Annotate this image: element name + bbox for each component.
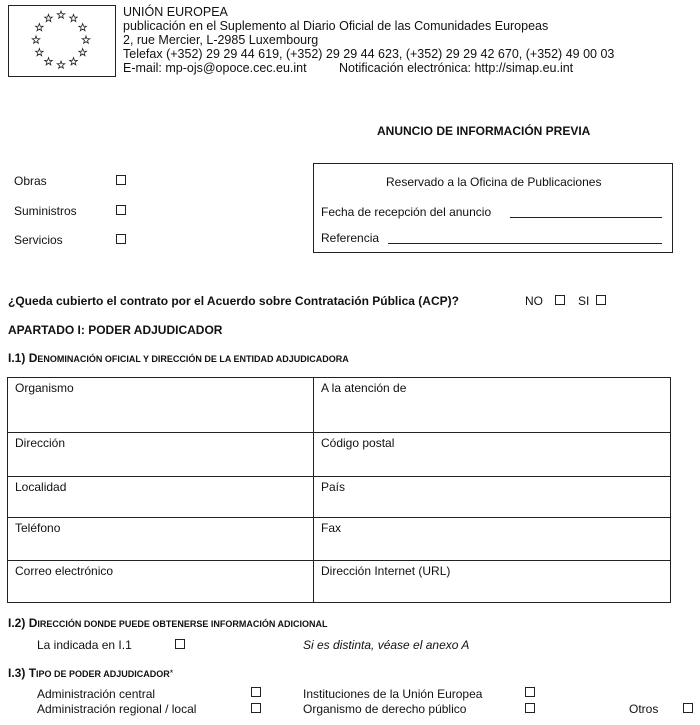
table-cell-organismo[interactable]	[8, 378, 314, 433]
contract-type-obras-label: Obras	[14, 174, 47, 188]
i2-number: I.2)	[8, 616, 26, 630]
i3-option-otros-checkbox[interactable]	[683, 703, 693, 713]
i2-initial: D	[28, 616, 38, 630]
table-cell-pais[interactable]	[314, 477, 671, 518]
eu-stars-icon	[9, 6, 115, 76]
section-1-title: APARTADO I: PODER ADJUDICADOR	[8, 323, 223, 337]
star-icon	[45, 14, 53, 21]
i2-note: Si es distinta, véase el anexo A	[303, 638, 470, 652]
table-cell-fax[interactable]	[314, 518, 671, 561]
contract-type-servicios-label: Servicios	[14, 233, 63, 247]
star-icon	[36, 49, 44, 56]
i1-address-table	[7, 377, 671, 603]
cell-label: Organismo	[15, 381, 74, 395]
star-icon	[70, 58, 78, 65]
reception-date-field[interactable]	[510, 217, 662, 218]
star-icon	[36, 24, 44, 31]
star-icon	[32, 36, 40, 43]
reference-field[interactable]	[388, 243, 662, 244]
i1-initial: D	[28, 351, 38, 365]
contract-type-suministros-checkbox[interactable]	[116, 205, 126, 215]
i3-option-central-checkbox[interactable]	[251, 687, 261, 697]
i2-title: IRECCIÓN DONDE PUEDE OBTENERSE INFORMACIÓN ADICIONAL	[37, 619, 328, 629]
reserved-box	[313, 163, 673, 253]
cell-label: Localidad	[15, 480, 67, 494]
acp-no-checkbox[interactable]	[555, 295, 565, 305]
cell-label: País	[321, 480, 346, 494]
table-cell-codigo-postal[interactable]	[314, 433, 671, 477]
i2-option-checkbox[interactable]	[175, 639, 185, 649]
star-icon	[45, 58, 53, 65]
i3-initial: T	[28, 666, 37, 680]
cell-label: Teléfono	[15, 521, 61, 535]
table-cell-atencion[interactable]	[314, 378, 671, 433]
i3-option-public-law-label: Organismo de derecho público	[303, 702, 467, 716]
cell-label: Dirección Internet (URL)	[321, 564, 451, 578]
i3-star: *	[169, 668, 174, 678]
header-line-4-notification: Notificación electrónica: http://simap.eu.int	[339, 61, 574, 75]
acp-question: ¿Queda cubierto el contrato por el Acuerdo sobre Contratación Pública (ACP)?	[8, 294, 459, 308]
star-icon	[82, 36, 90, 43]
i2-option-label: La indicada en I.1	[37, 638, 132, 652]
i3-option-public-law-checkbox[interactable]	[525, 703, 535, 713]
table-cell-telefono[interactable]	[8, 518, 314, 561]
table-cell-url[interactable]	[314, 561, 671, 603]
i2-heading	[8, 616, 328, 631]
star-icon	[57, 61, 65, 68]
contract-type-servicios-checkbox[interactable]	[116, 234, 126, 244]
star-icon	[57, 11, 65, 18]
cell-label: Correo electrónico	[15, 564, 114, 578]
cell-label: Fax	[321, 521, 342, 535]
cell-label: Dirección	[15, 436, 66, 450]
contract-type-obras-checkbox[interactable]	[116, 175, 126, 185]
i3-title: IPO DE PODER ADJUDICADOR	[36, 669, 170, 679]
header-line-2: 2, rue Mercier, L-2985 Luxembourg	[123, 33, 319, 47]
i1-title: ENOMINACIÓN OFICIAL Y DIRECCIÓN DE LA ENTIDAD ADJUDICADORA	[37, 354, 349, 364]
i3-option-regional-label: Administración regional / local	[37, 702, 197, 716]
star-icon	[70, 14, 78, 21]
acp-si-checkbox[interactable]	[596, 295, 606, 305]
i3-option-central-label: Administración central	[37, 687, 156, 701]
i3-option-otros-label: Otros	[629, 702, 659, 716]
header-org-name: UNIÓN EUROPEA	[123, 5, 228, 19]
i3-option-eu-label: Instituciones de la Unión Europea	[303, 687, 483, 701]
table-cell-correo[interactable]	[8, 561, 314, 603]
header-line-3: Telefax (+352) 29 29 44 619, (+352) 29 29 44 623, (+352) 29 29 42 670, (+352) 49 00 03	[123, 47, 615, 61]
table-cell-direccion[interactable]	[8, 433, 314, 477]
cell-label: Código postal	[321, 436, 395, 450]
contract-type-suministros-label: Suministros	[14, 204, 77, 218]
i3-option-regional-checkbox[interactable]	[251, 703, 261, 713]
page-title: ANUNCIO DE INFORMACIÓN PREVIA	[377, 124, 591, 138]
header-line-1: publicación en el Suplemento al Diario Oficial de las Comunidades Europeas	[123, 19, 549, 33]
table-cell-localidad[interactable]	[8, 477, 314, 518]
reference-label: Referencia	[321, 231, 380, 245]
i1-heading	[8, 351, 349, 366]
reception-date-label: Fecha de recepción del anuncio	[321, 205, 492, 219]
acp-no-label: NO	[525, 294, 543, 308]
star-icon	[79, 24, 87, 31]
acp-si-label: SI	[578, 294, 590, 308]
header-line-4-email: E-mail: mp-ojs@opoce.cec.eu.int	[123, 61, 307, 75]
eu-logo	[8, 5, 116, 77]
i3-option-eu-checkbox[interactable]	[525, 687, 535, 697]
i3-number: I.3)	[8, 666, 26, 680]
i1-number: I.1)	[8, 351, 26, 365]
i3-heading	[8, 666, 173, 681]
star-icon	[79, 49, 87, 56]
cell-label: A la atención de	[321, 381, 407, 395]
reserved-box-title: Reservado a la Oficina de Publicaciones	[386, 175, 602, 189]
